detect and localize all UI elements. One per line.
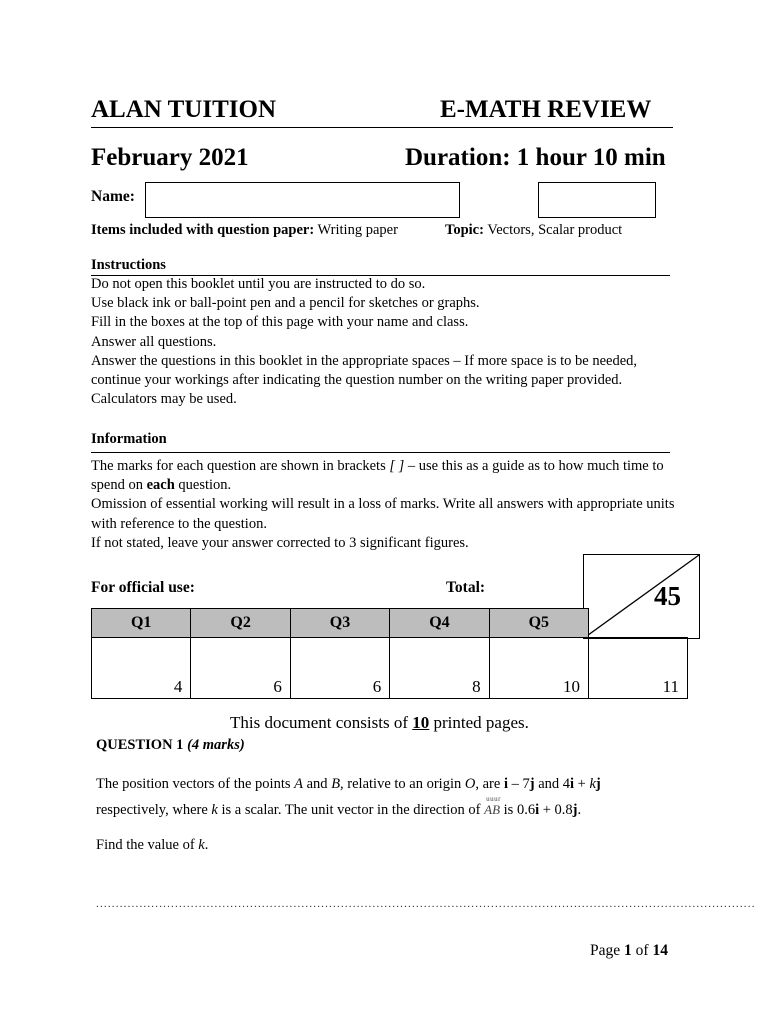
items-value: Writing paper	[317, 222, 398, 238]
question-text-line: respectively, where k is a scalar. The unit vector in the direction of uuur AB is 0.6i + 0.8j.	[96, 795, 582, 818]
mark-value: 6	[372, 677, 382, 696]
info-emphasis: each	[146, 477, 175, 494]
information-rule	[91, 452, 670, 453]
question-marks: (4 marks)	[187, 737, 245, 753]
page-number	[590, 942, 668, 960]
info-text: – use this as a guide as to how much time to spend on	[91, 458, 664, 494]
mark-value: 4	[173, 677, 183, 696]
q3-marks	[290, 638, 389, 699]
mark-value: 10	[563, 677, 581, 696]
instruction-line: Fill in the boxes at the top of this page with your name and class.	[91, 314, 469, 331]
total-pages: 14	[652, 942, 668, 959]
page-label: Page	[590, 942, 621, 959]
q2-header: Q2	[191, 609, 290, 638]
school-name: ALAN TUITION	[91, 96, 276, 123]
instruction-line: Use black ink or ball-point pen and a pencil for sketches or graphs.	[91, 295, 480, 312]
instructions-heading: Instructions	[91, 257, 166, 273]
pages-note-text: This document consists of	[230, 713, 409, 732]
q2-marks	[191, 638, 290, 699]
subject-title: E-MATH REVIEW	[440, 96, 652, 123]
total-score: 45	[654, 581, 681, 611]
q4-header: Q4	[390, 609, 489, 638]
answer-line[interactable]: .......................................................................................................................................................................	[96, 898, 756, 910]
brackets-symbol: [ ]	[389, 458, 405, 474]
q4-marks	[390, 638, 489, 699]
q1-header: Q1	[92, 609, 191, 638]
header-spacer	[589, 609, 688, 638]
question-number: QUESTION 1	[96, 737, 184, 753]
information-body	[91, 457, 681, 553]
name-label: Name:	[91, 188, 135, 205]
instruction-line: Calculators may be used.	[91, 391, 237, 408]
q1-marks	[92, 638, 191, 699]
question-text-line: The position vectors of the points A and B, relative to an origin O, are i – 7j and 4i + kj	[96, 776, 601, 792]
topic-line	[445, 221, 622, 240]
instruction-line: Do not open this booklet until you are instructed to do so.	[91, 276, 426, 292]
marks-header-row	[92, 609, 688, 638]
q5-header: Q5	[489, 609, 588, 638]
pages-note-text: printed pages.	[433, 713, 529, 732]
instruction-line: Answer the questions in this booklet in the appropriate spaces – If more space is to be needed, continue your workings after indicating the question number on the writing paper provided.	[91, 352, 638, 389]
class-field[interactable]	[538, 182, 656, 218]
instruction-line: Answer all questions.	[91, 333, 217, 350]
official-use-label: For official use:	[91, 579, 195, 596]
information-line: If not stated, leave your answer corrected to 3 significant figures.	[91, 534, 469, 551]
pages-count: 10	[412, 713, 430, 732]
items-label: Items included with question paper:	[91, 222, 315, 238]
q5-marks	[489, 638, 588, 699]
exam-date: February 2021	[91, 144, 249, 171]
current-page: 1	[624, 942, 632, 959]
question-1-find: Find the value of k.	[96, 837, 209, 853]
name-field[interactable]	[145, 182, 460, 218]
q3-header: Q3	[290, 609, 389, 638]
topic-value: Vectors, Scalar product	[487, 222, 623, 238]
marks-value-row	[92, 638, 688, 699]
information-heading: Information	[91, 431, 167, 447]
info-text: The marks for each question are shown in brackets	[91, 458, 386, 474]
pages-note	[230, 713, 529, 733]
exam-duration: Duration: 1 hour 10 min	[405, 144, 666, 171]
mark-value: 8	[472, 677, 481, 696]
instructions-body	[91, 275, 681, 409]
items-line	[91, 221, 398, 240]
mark-value: 11	[662, 677, 679, 696]
information-line	[91, 457, 681, 495]
header-rule	[91, 127, 673, 128]
page-of: of	[635, 942, 649, 959]
total-marks	[589, 638, 688, 699]
marks-table	[91, 608, 688, 699]
information-line: Omission of essential working will result in a loss of marks. Write all answers with appropriate units with reference to the question.	[91, 496, 675, 532]
mark-value: 6	[273, 677, 282, 696]
total-label: Total:	[446, 579, 486, 596]
question-1-title	[96, 736, 245, 755]
info-text: question.	[178, 477, 232, 494]
question-1-body	[96, 772, 696, 823]
topic-label: Topic:	[445, 222, 484, 238]
find-text: Find the value of	[96, 837, 195, 853]
